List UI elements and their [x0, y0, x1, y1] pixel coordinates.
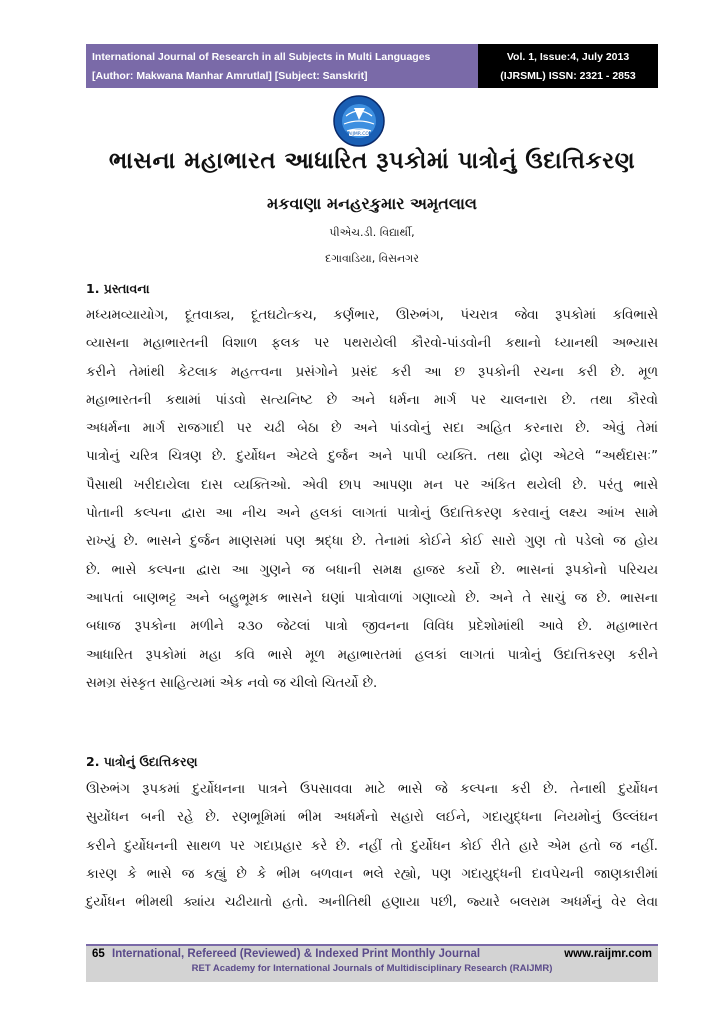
logo-text: RAIJMR.COM [345, 132, 373, 137]
text-line: પૈસાથી ખરીદાયેલા દાસ વ્યક્તિઓ. એવી છાપ આપણા મન પર અંકિત થયેલી છે. પરંતુ ભાસે [86, 477, 658, 493]
issn: (IJRSML) ISSN: 2321 - 2853 [500, 69, 636, 82]
journal-name: International Journal of Research in all Subjects in Multi Languages [92, 50, 431, 63]
journal-footer [86, 944, 658, 982]
author-name: મકવાણા મનહરકુમાર અમૃતલાલ [266, 194, 478, 213]
text-line: દુર્યોધન ભીમથી ક્યાંય ચઢીયાતો હતો. અનીતિથી હણાયા પછી, જ્યારે બલરામ અધર્મનું વેર લેવા [86, 895, 658, 911]
text-line: પાત્રોનું ચરિત્ર ચિત્રણ છે. દુર્યોધન એટલે દુર્જન અને પાપી વ્યક્તિ. તથા દ્રોણ એટલે “અર્થદાસઃ” [86, 449, 658, 465]
text-line: મધ્યમવ્યાયોગ, દૂતવાક્ય, દૂતઘટોત્કચ, કર્ણભાર, ઊરુભંગ, પંચરાત્ર જેવા રૂપકોમાં કવિભાસે [86, 308, 658, 323]
section-body-introduction [86, 302, 658, 698]
section-heading-introduction: 1. પ્રસ્તાવના [86, 281, 150, 296]
text-line: વ્યાસના મહાભારતની વિશાળ ફલક પર પથરાયેલી કૌરવો-પાંડવોની કથાનો ધ્યાનથી અભ્યાસ [86, 336, 658, 352]
header-left-panel [86, 44, 478, 88]
header-right-panel [478, 44, 658, 88]
journal-header [86, 44, 658, 88]
author-subject: [Author: Makwana Manhar Amrutlal] [Subject: Sanskrit] [92, 69, 368, 82]
page-number: 65 [92, 948, 105, 960]
text-line: કરીને દુર્યોધનની સાથળ પર ગદાપ્રહાર કરે છે. નહીં તો દુર્યોધન કોઈ રીતે હારે એમ હતો જ નહીં. [86, 838, 658, 854]
website-link[interactable]: www.raijmr.com [564, 948, 652, 960]
volume-issue: Vol. 1, Issue:4, July 2013 [506, 50, 630, 63]
text-line: પોતાની કલ્પના દ્વારા આ નીચ અને હલકાં લાગતાં પાત્રોનું ઉદાત્તિકરણ કરવાનું લક્ષ્ય આંખ સામે [86, 506, 658, 522]
section-heading-characters: 2. પાત્રોનું ઉદાત્તિકરણ [86, 754, 198, 769]
text-line: કારણ કે ભાસે જ કહ્યું છે કે ભીમ બળવાન ભલે રહ્યો, પણ ગદાયુદ્ધની દાવપેચની જાણકારીમાં [86, 866, 658, 882]
text-line: મહાભારતની કથામાં પાંડવો સત્યનિષ્ટ છે અને ધર્મના માર્ગ પર ચાલનારા છે. તથા કૌરવો [86, 392, 658, 408]
text-line: સમગ્ર સંસ્કૃત સાહિત્યમાં એક નવો જ ચીલો ચિતર્યો છે. [86, 675, 378, 691]
text-line: ઊરુભંગ રૂપકમાં દુર્યોધનના પાત્રને ઉપસાવવા માટે ભાસે જે કલ્પના કરી છે. તેનાથી દુર્યોધન [86, 782, 658, 797]
author-role: પીએચ.ડી. વિદ્યાર્થી, [329, 226, 415, 239]
author-place: દગાવાડિયા, વિસનગર [325, 252, 419, 265]
text-line: આપતાં બાણભટ્ટ અને બહુભૂમક ભાસને ઘણાં પાત્રોવાળાં ગણાવ્યો છે. અને તે સાચું જ છે. ભાસના [86, 590, 658, 606]
text-line: છે. ભાસે કલ્પના દ્વારા આ ગુણને જ બધાની સમક્ષ હાજર કર્યો છે. ભાસનાં રૂપકોનો પરિચય [86, 562, 658, 578]
text-line: અધર્મના માર્ગ રાજગાદી પર ચઢી બેઠા છે અને પાંડવોનું સદા અહિત કરનારા છે. એવું તેમાં [86, 421, 658, 437]
section-body-characters [86, 776, 658, 917]
paper-title: ભાસના મહાભારત આધારિત રૂપકોમાં પાત્રોનું ઉદાત્તિકરણ [108, 148, 636, 174]
text-line: બધાજ રૂપકોના મળીને ૨૩૦ જેટલાં પાત્રો જીવનના વિવિધ પ્રદેશોમાંથી આવે છે. મહાભારત [86, 619, 658, 635]
text-line: સુયોંધન બની રહે છે. રણભૂમિમાં ભીમ અધર્મનો સહારો લઈને, ગદાયુદ્ધના નિયમોનું ઉલ્લંઘન [86, 810, 658, 826]
raijmr-logo-icon [332, 94, 386, 148]
text-line: કરીને તેમાંથી કેટલાક મહત્ત્વના પ્રસંગોને પ્રસંદ કરી આ છ રૂપકોની રચના કરી છે. મૂળ [86, 364, 658, 380]
footer-academy: RET Academy for International Journals of Multidisciplinary Research (RAIJMR) [191, 963, 553, 974]
footer-journal: International, Refereed (Reviewed) & Indexed Print Monthly Journal [112, 948, 481, 960]
text-line: આધારિત રૂપકોમાં મહા કવિ ભાસે મૂળ મહાભારતમાં હલકાં લાગતાં પાત્રોનું ઉદાત્તિકરણ કરીને [86, 647, 658, 663]
text-line: રાખ્યું છે. ભાસને દુર્જન માણસમાં પણ શ્રદ્ધા છે. તેનામાં કોઈને કોઈ સારો ગુણ તો પડેલો જ હોય [86, 534, 658, 550]
